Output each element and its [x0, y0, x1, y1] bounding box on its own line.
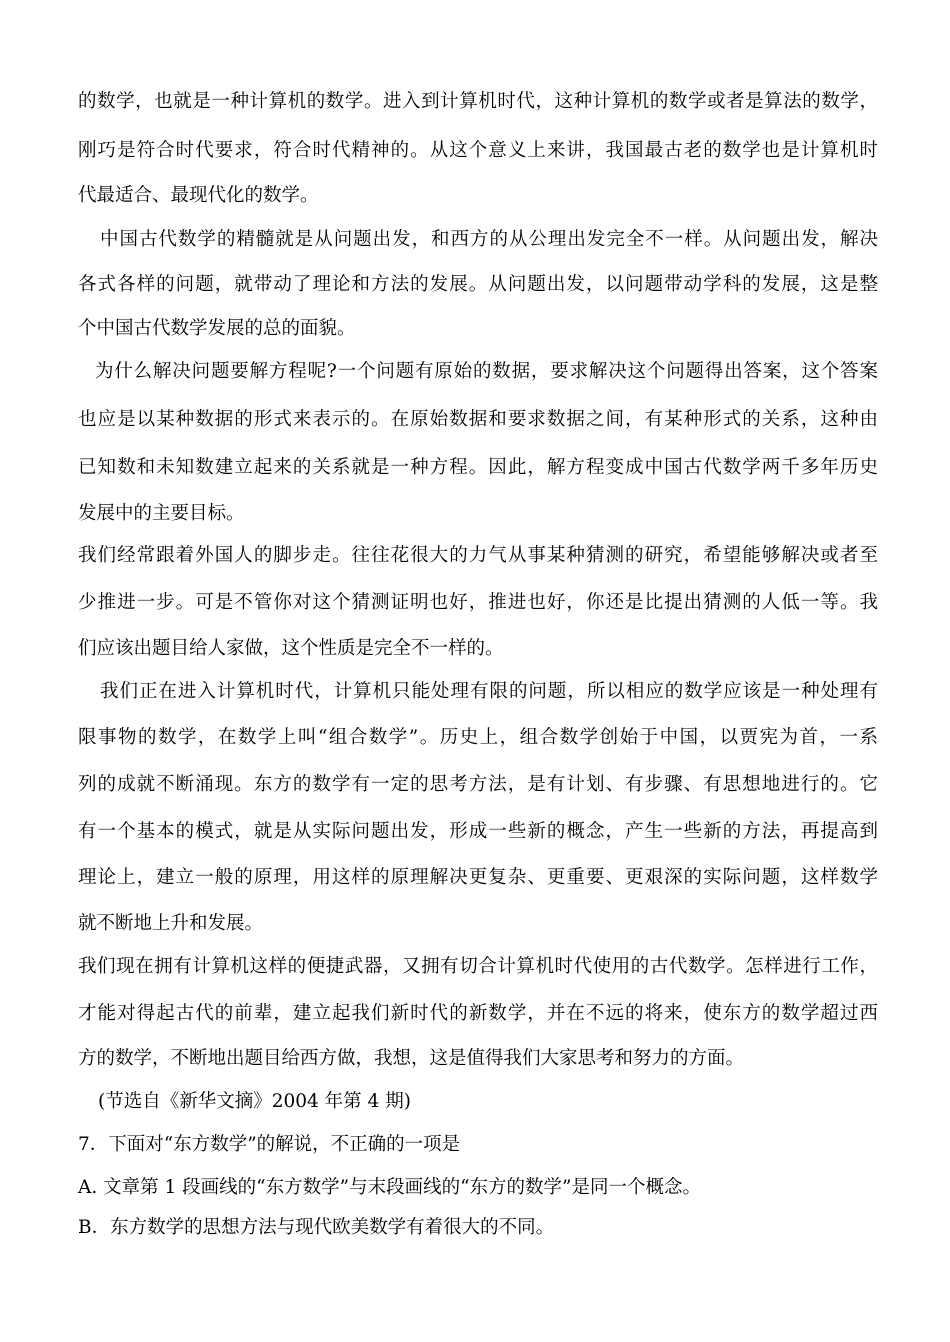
- paragraph-4-line-1: 我们经常跟着外国人的脚步走。往往花很大的力气从事某种猜测的研究，希望能够解决或者至: [78, 545, 878, 566]
- paragraph-3-line-2: 也应是以某种数据的形式来表示的。在原始数据和要求数据之间，有某种形式的关系，这种由: [78, 409, 878, 430]
- paragraph-5-line-1: 我们正在进入计算机时代，计算机只能处理有限的问题，所以相应的数学应该是一种处理有: [100, 681, 878, 702]
- paragraph-5-line-3: 列的成就不断涌现。东方的数学有一定的思考方法，是有计划、有步骤、有思想地进行的。它: [78, 774, 878, 795]
- paragraph-4-line-2: 少推进一步。可是不管你对这个猜测证明也好，推进也好，你还是比提出猜测的人低一等。我: [78, 592, 878, 613]
- source-note: (节选自《新华文摘》2004 年第 4 期): [98, 1091, 411, 1112]
- paragraph-5-line-5: 理论上，建立一般的原理，用这样的原理解决更复杂、更重要、更艰深的实际问题，这样数学: [78, 867, 878, 888]
- paragraph-6-line-1: 我们现在拥有计算机这样的便捷武器，又拥有切合计算机时代使用的古代数学。怎样进行工作，: [78, 956, 878, 977]
- paragraph-4-line-3: 们应该出题目给人家做，这个性质是完全不一样的。: [78, 638, 504, 659]
- paragraph-2-line-2: 各式各样的问题，就带动了理论和方法的发展。从问题出发，以问题带动学科的发展，这是整: [78, 274, 878, 295]
- paragraph-5-line-6: 就不断地上升和发展。: [78, 913, 264, 934]
- paragraph-3-line-3: 已知数和未知数建立起来的关系就是一种方程。因此，解方程变成中国古代数学两千多年历史: [78, 457, 878, 478]
- paragraph-1-line-3: 代最适合、最现代化的数学。: [78, 185, 319, 206]
- paragraph-1-line-2: 刚巧是符合时代要求，符合时代精神的。从这个意义上来讲，我国最古老的数学也是计算机时: [78, 140, 878, 161]
- option-b: B．东方数学的思想方法与现代欧美数学有着很大的不同。: [78, 1217, 555, 1238]
- paragraph-5-line-2: 限事物的数学，在数学上叫“组合数学”。历史上，组合数学创始于中国，以贾宪为首，一系: [78, 727, 878, 748]
- paragraph-1-line-1: 的数学，也就是一种计算机的数学。进入到计算机时代，这种计算机的数学或者是算法的数学，: [78, 91, 878, 112]
- question-stem: 7．下面对“东方数学”的解说，不正确的一项是: [78, 1134, 461, 1155]
- paragraph-6-line-3: 方的数学，不断地出题目给西方做，我想，这是值得我们大家思考和努力的方面。: [78, 1048, 745, 1069]
- paragraph-6-line-2: 才能对得起古代的前辈，建立起我们新时代的新数学，并在不远的将来，使东方的数学超过西: [78, 1003, 878, 1024]
- option-a: A. 文章第 1 段画线的“东方数学”与末段画线的“东方的数学”是同一个概念。: [78, 1177, 701, 1198]
- paragraph-5-line-4: 有一个基本的模式，就是从实际问题出发，形成一些新的概念，产生一些新的方法，再提高到: [78, 821, 878, 842]
- paragraph-3-line-4: 发展中的主要目标。: [78, 503, 245, 524]
- paragraph-3-line-1: 为什么解决问题要解方程呢?一个问题有原始的数据，要求解决这个问题得出答案，这个答案: [95, 361, 878, 382]
- paragraph-2-line-1: 中国古代数学的精髓就是从问题出发，和西方的从公理出发完全不一样。从问题出发，解决: [100, 229, 878, 250]
- paragraph-2-line-3: 个中国古代数学发展的总的面貌。: [78, 318, 356, 339]
